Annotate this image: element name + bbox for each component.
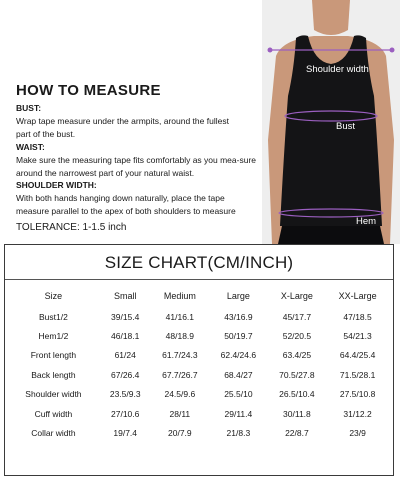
table-cell: 52/20.5 <box>282 331 312 342</box>
table-cell: 25.5/10 <box>224 389 253 400</box>
waist-line-1: Make sure the measuring tape fits comfortably as you mea-sure <box>16 155 256 165</box>
row-label: Shoulder width <box>25 389 82 400</box>
model-neck <box>312 0 350 35</box>
table-cell: 21/8.3 <box>226 428 251 439</box>
table-cell: 27/10.6 <box>111 408 140 419</box>
tolerance-note <box>16 222 126 233</box>
waist-heading: WAIST: <box>16 142 45 152</box>
column-header: X-Large <box>280 291 313 301</box>
table-row <box>7 385 389 404</box>
table-row <box>7 307 389 326</box>
shoulder-guide-dot-right <box>390 48 395 53</box>
table-row <box>7 365 389 384</box>
column-header: Large <box>226 291 250 301</box>
column-header: Medium <box>163 291 196 301</box>
bust-heading: BUST: <box>16 103 42 113</box>
row-label: Collar width <box>31 428 76 439</box>
row-label: Cuff width <box>34 408 73 419</box>
row-label: Back length <box>31 369 76 380</box>
table-row <box>7 404 389 423</box>
table-cell: 46/18.1 <box>111 331 140 342</box>
row-label: Bust1/2 <box>39 311 68 322</box>
bust-instructions <box>16 103 268 141</box>
shoulder-line-2: measure parallel to the apex of both shoulders to measure <box>16 206 236 216</box>
waist-line-2: around the narrowest part of your natural waist. <box>16 168 195 178</box>
bust-line-1: Wrap tape measure under the armpits, around the fullest <box>16 116 229 126</box>
table-cell: 63.4/25 <box>282 350 312 361</box>
tank-top-illustration <box>262 0 400 244</box>
row-label: Front length <box>30 350 77 361</box>
column-header: XX-Large <box>338 291 377 301</box>
column-header: Small <box>113 291 137 301</box>
table-cell: 24.5/9.6 <box>164 389 196 400</box>
table-cell: 61.7/24.3 <box>162 350 198 361</box>
size-table-header <box>7 285 389 307</box>
table-cell: 29/11.4 <box>224 408 253 419</box>
table-cell: 47/18.5 <box>343 311 372 322</box>
table-cell: 48/18.9 <box>165 331 195 342</box>
table-cell: 68.4/27 <box>224 369 253 380</box>
hem-label: Hem <box>356 216 377 227</box>
table-cell: 43/16.9 <box>224 311 253 322</box>
shoulder-heading: SHOULDER WIDTH: <box>16 180 97 190</box>
table-cell: 23.5/9.3 <box>109 389 141 400</box>
waist-instructions <box>16 142 268 180</box>
table-cell: 67/26.4 <box>111 369 140 380</box>
shoulder-guide-dot-left <box>268 48 273 53</box>
table-cell: 45/17.7 <box>282 311 312 322</box>
table-cell: 54/21.3 <box>343 331 372 342</box>
table-cell: 20/7.9 <box>168 428 192 439</box>
shoulder-width-label: Shoulder width <box>306 64 369 75</box>
table-cell: 70.5/27.8 <box>279 369 315 380</box>
tolerance-value: 1-1.5 inch <box>82 222 127 233</box>
row-label: Hem1/2 <box>38 331 69 342</box>
size-chart-divider <box>5 279 393 280</box>
table-cell: 26.5/10.4 <box>279 389 315 400</box>
table-cell: 62.4/24.6 <box>220 350 257 361</box>
bust-line-2: part of the bust. <box>16 129 76 139</box>
product-photo <box>262 0 400 244</box>
table-cell: 30/11.8 <box>283 408 311 419</box>
table-cell: 39/15.4 <box>111 311 140 322</box>
table-row <box>7 423 389 442</box>
table-cell: 28/11 <box>169 408 191 419</box>
table-row <box>7 346 389 365</box>
size-chart-title: SIZE CHART(CM/INCH) <box>104 253 294 272</box>
table-cell: 41/16.1 <box>165 311 195 322</box>
how-to-measure-title: HOW TO MEASURE <box>16 82 161 99</box>
column-header: Size <box>44 291 63 301</box>
size-chart <box>4 244 394 476</box>
table-cell: 64.4/25.4 <box>339 350 376 361</box>
table-cell: 23/9 <box>349 428 366 439</box>
shorts <box>278 226 384 244</box>
size-table <box>7 285 389 443</box>
table-cell: 67.7/26.7 <box>162 369 198 380</box>
bust-label: Bust <box>336 121 356 132</box>
table-row <box>7 326 389 345</box>
table-cell: 31/12.2 <box>343 408 372 419</box>
table-cell: 27.5/10.8 <box>339 389 376 400</box>
table-cell: 61/24 <box>114 350 136 361</box>
tolerance-label: TOLERANCE: <box>16 222 80 233</box>
shoulder-line-1: With both hands hanging down naturally, place the tape <box>16 193 225 203</box>
table-cell: 71.5/28.1 <box>339 369 376 380</box>
table-cell: 22/8.7 <box>285 428 309 439</box>
shoulder-instructions <box>16 180 268 218</box>
table-cell: 19/7.4 <box>113 428 138 439</box>
table-cell: 50/19.7 <box>224 331 253 342</box>
